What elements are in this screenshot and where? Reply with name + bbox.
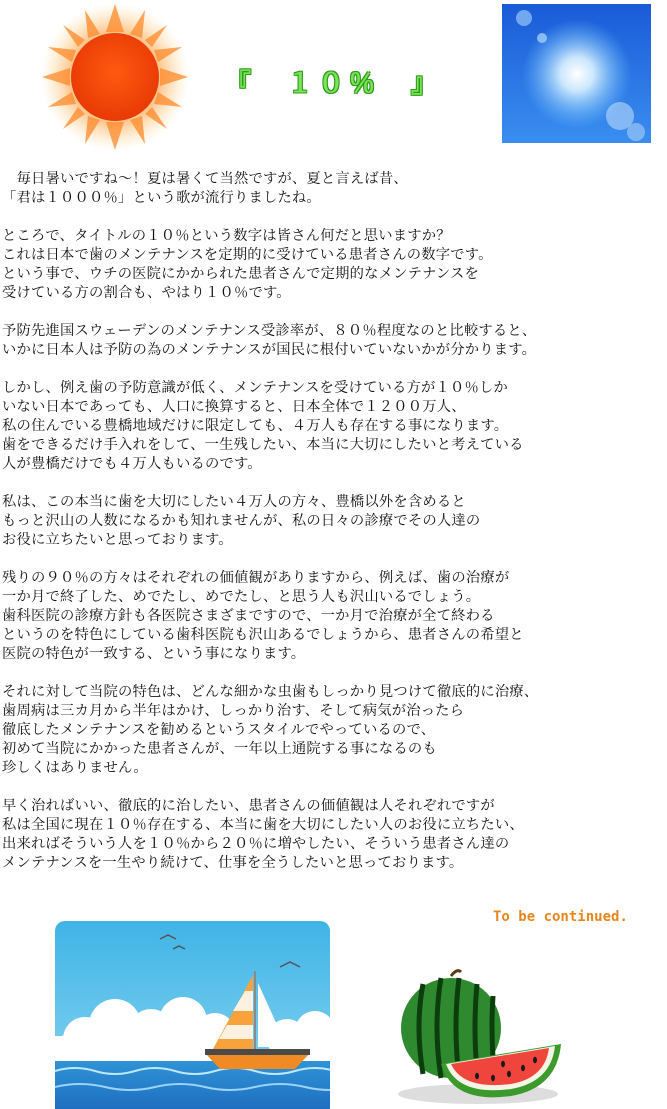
paragraph-5 (2, 493, 666, 550)
text-line: 残りの９０％の方々はそれぞれの価値観がありますから、例えば、歯の治療が (2, 570, 510, 586)
paragraph-2 (2, 227, 666, 303)
paragraph-6 (2, 569, 666, 664)
text-line: 徹底したメンテナンスを勧めるというスタイルでやっているので、 (2, 722, 436, 738)
text-line: 歯周病は三カ月から半年はかけ、しっかり治す、そして病気が治ったら (2, 703, 465, 719)
watermelon-icon (393, 966, 568, 1106)
paragraph-1 (2, 170, 666, 208)
text-line: 珍しくはありません。 (2, 760, 148, 776)
paragraph-3 (2, 322, 666, 360)
text-line: 初めて当院にかかった患者さんが、一年以上通院する事になるのも (2, 741, 437, 757)
text-line: 私の住んでいる豊橋地域だけに限定しても、４万人も存在する事になります。 (2, 418, 509, 434)
text-line: 一か月で終了した、めでたし、めでたし、と思う人も沢山いるでしょう。 (2, 589, 481, 605)
text-line: 私は、この本当に歯を大切にしたい４万人の方々、豊橋以外を含めると (2, 494, 466, 510)
text-line: 歯科医院の診療方針も各医院さまざまですので、一か月で治療が全て終わる (2, 608, 495, 624)
text-line: メンテナンスを一生やり続けて、仕事を全うしたいと思っております。 (2, 855, 464, 871)
page-title: 『 １０％ 』 (224, 69, 442, 99)
text-line: 私は全国に現在１０％存在する、本当に歯を大切にしたい人のお役に立ちたい、 (2, 817, 524, 833)
text-line: 「君は１０００％」という歌が流行りましたね。 (2, 190, 321, 206)
text-line: 早く治ればいい、徹底的に治したい、患者さんの価値観は人それぞれですが (2, 798, 495, 814)
article-body (2, 170, 666, 892)
text-line: 歯をできるだけ手入れをして、一生残したい、本当に大切にしたいと考えている (2, 437, 524, 453)
to-be-continued-label: To be continued. (493, 909, 628, 925)
paragraph-7 (2, 683, 666, 778)
text-line: 受けている方の割合も、やはり１０％です。 (2, 285, 291, 301)
text-line: しかし、例え歯の予防意識が低く、メンテナンスを受けている方が１０％しか (2, 380, 508, 396)
text-line: という事で、ウチの医院にかかられた患者さんで定期的なメンテナンスを (2, 266, 479, 282)
text-line: それに対して当院の特色は、どんな細かな虫歯もしっかり見つけて徹底的に治療、 (2, 684, 539, 700)
text-line: というのを特色にしている歯科医院も沢山あるでしょうから、患者さんの希望と (2, 627, 524, 643)
sailboat-beach-icon (55, 921, 330, 1109)
paragraph-4 (2, 379, 666, 474)
text-line: いかに日本人は予防の為のメンテナンスが国民に根付いていないかが分かります。 (2, 342, 537, 358)
text-line: 毎日暑いですね～！夏は暑くて当然ですが、夏と言えば昔、 (2, 171, 408, 187)
text-line: お役に立ちたいと思っております。 (2, 532, 233, 548)
text-line: 予防先進国スウェーデンのメンテナンス受診率が、８０％程度なのと比較すると、 (2, 323, 537, 339)
paragraph-8 (2, 797, 666, 873)
text-line: 出来ればそういう人を１０％から２０％に増やしたい、そういう患者さん達の (2, 836, 510, 852)
text-line: いない日本であっても、人口に換算すると、日本全体で１２００万人、 (2, 399, 466, 415)
text-line: 人が豊橋だけでも４万人もいるのです。 (2, 456, 262, 472)
text-line: これは日本で歯のメンテナンスを定期的に受けている患者さんの数字です。 (2, 247, 493, 263)
text-line: もっと沢山の人数になるかも知れませんが、私の日々の診療でその人達の (2, 513, 481, 529)
text-line: 医院の特色が一致する、という事になります。 (2, 646, 306, 662)
text-line: ところで、タイトルの１０％という数字は皆さん何だと思いますか？ (2, 228, 451, 244)
